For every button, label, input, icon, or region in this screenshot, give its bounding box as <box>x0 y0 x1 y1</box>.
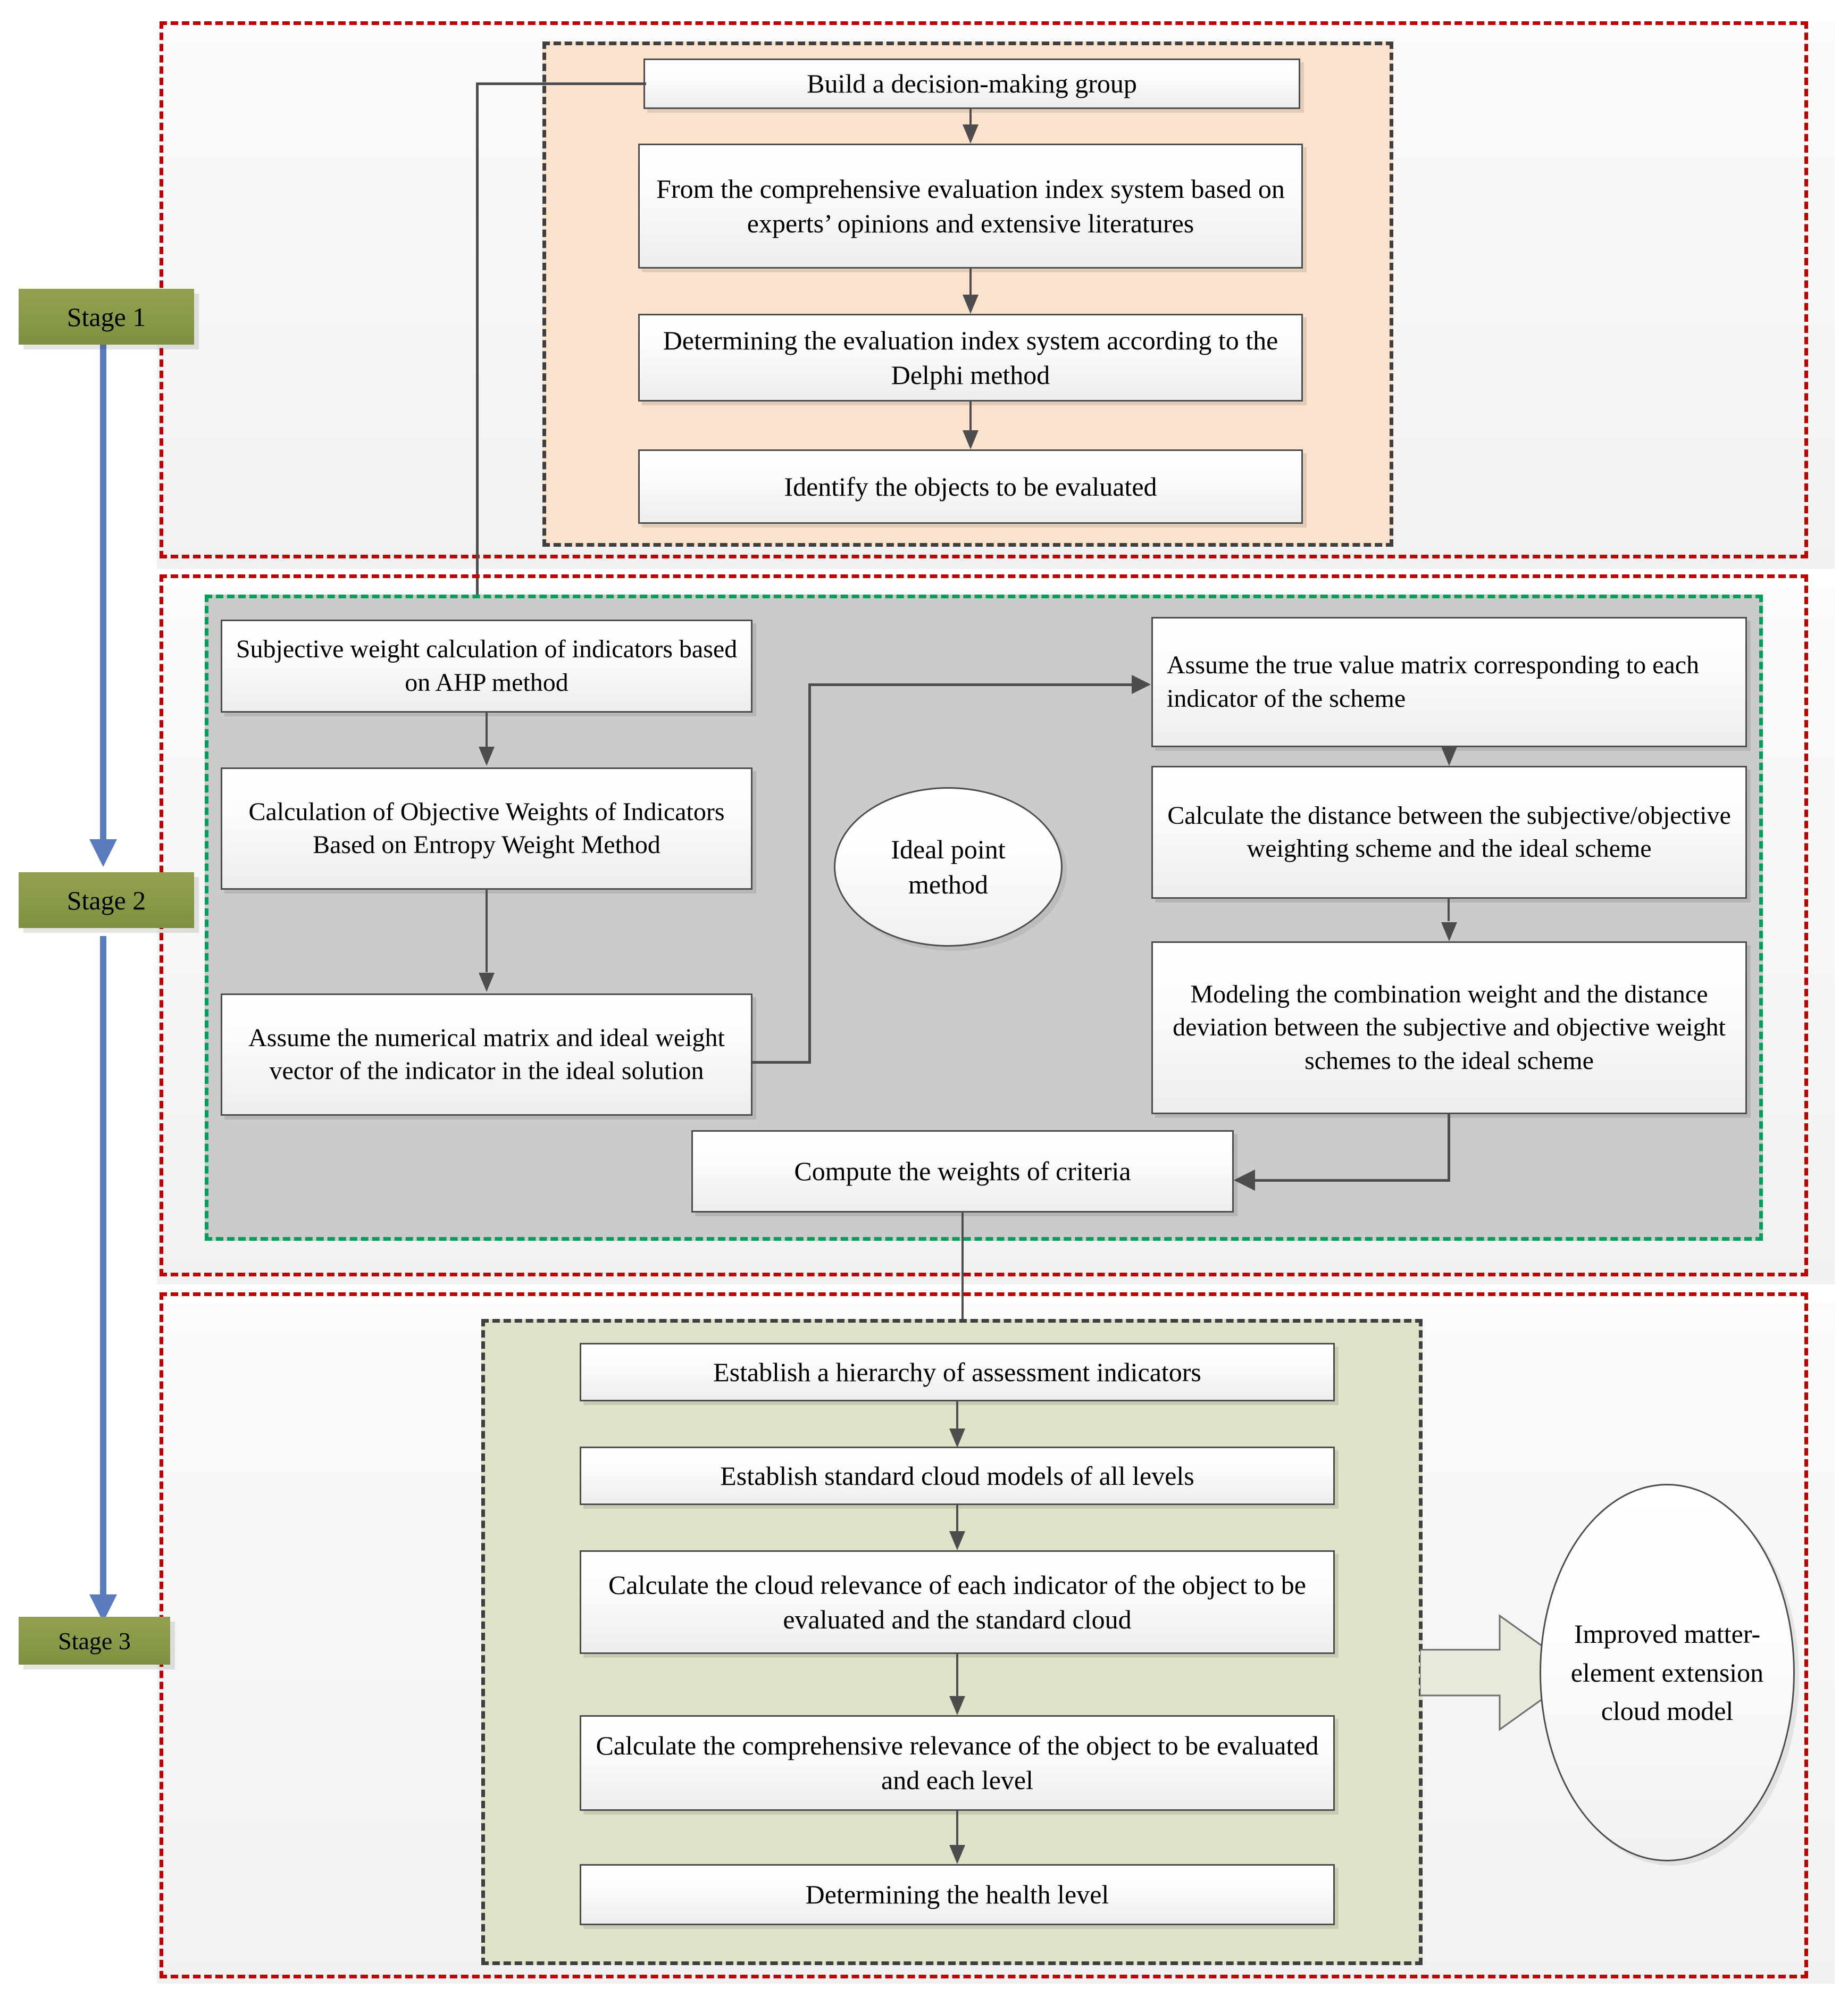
arrowhead-s2l2-to-s2l3 <box>479 973 495 992</box>
process-box-true-value-matrix[interactable] <box>1151 617 1747 747</box>
arrowhead-s2-elbow-to-right-column <box>1132 675 1151 694</box>
process-box-cloud-relevance-indicator[interactable] <box>580 1550 1335 1654</box>
process-box-determining-health-level[interactable] <box>580 1864 1335 1925</box>
arrowhead-s2r3-to-output <box>1234 1169 1255 1191</box>
result-ellipse-text: Improved matter-element extension cloud model <box>1570 1619 1764 1726</box>
process-box-comprehensive-relevance[interactable] <box>580 1715 1335 1811</box>
stage-chip-stage-3[interactable] <box>19 1617 170 1665</box>
arrowhead-s2r1-to-s2r2 <box>1441 747 1457 766</box>
process-box-distance-to-ideal-scheme[interactable] <box>1151 766 1747 899</box>
connector-s2r2-to-s2r3 <box>1448 899 1450 921</box>
process-box-numerical-matrix-ideal[interactable] <box>221 993 752 1116</box>
arrowhead-s3b2-to-s3b3 <box>949 1531 965 1550</box>
arrowhead-s2l1-to-s2l2 <box>479 747 495 766</box>
process-box-delphi-method[interactable] <box>638 314 1303 402</box>
arrowhead-s3b1-to-s3b2 <box>949 1428 965 1448</box>
process-box-subjective-weight-ahp[interactable] <box>221 620 752 713</box>
connector-s2-elbow-vertical <box>808 683 811 1064</box>
connector-s3b1-to-s3b2 <box>956 1401 958 1429</box>
connector-s2r3-to-output-vertical <box>1448 1114 1450 1181</box>
arrowhead-s1b2-to-s1b3 <box>963 295 979 314</box>
stage-chip-stage-2[interactable] <box>19 872 194 928</box>
stage-chip-label: Stage 1 <box>66 302 146 332</box>
process-box-standard-cloud-models[interactable] <box>580 1447 1335 1505</box>
process-box-text: Calculate the distance between the subjective/objective weighting scheme and the ideal scheme <box>1167 801 1731 863</box>
connector-s1-to-s2-horizontal <box>476 82 646 85</box>
stage-chip-stage-1[interactable] <box>19 289 194 345</box>
arrowhead-s2r2-to-s2r3 <box>1441 922 1457 941</box>
process-box-text: From the comprehensive evaluation index system based on experts’ opinions and extensive literatures <box>656 173 1285 238</box>
ideal-point-method-ellipse[interactable] <box>834 787 1063 947</box>
connector-s1-to-s2-vertical <box>476 82 479 628</box>
arrowhead-s3b3-to-s3b4 <box>949 1696 965 1715</box>
process-box-text: Modeling the combination weight and the distance deviation between the subjective and objective weight schemes to the ideal scheme <box>1173 980 1726 1075</box>
process-box-text: Assume the numerical matrix and ideal weight vector of the indicator in the ideal solution <box>248 1023 725 1085</box>
process-box-text: Calculation of Objective Weights of Indicators Based on Entropy Weight Method <box>248 797 725 859</box>
connector-s3b2-to-s3b3 <box>956 1505 958 1532</box>
stage-spine-segment-1 <box>100 330 106 840</box>
process-box-text: Establish standard cloud models of all levels <box>720 1460 1194 1491</box>
process-box-text: Assume the true value matrix corresponding to each indicator of the scheme <box>1167 651 1700 713</box>
arrowhead-s1b1-to-s1b2 <box>963 124 979 144</box>
stage-chip-label: Stage 2 <box>66 885 146 915</box>
arrowhead-s1b3-to-s1b4 <box>963 430 979 449</box>
connector-s2l3-to-elbow-horizontal <box>752 1061 811 1064</box>
connector-s2l1-to-s2l2 <box>486 713 488 747</box>
process-box-text: Compute the weights of criteria <box>794 1156 1131 1186</box>
connector-s2-elbow-to-right-column <box>808 683 1138 686</box>
ellipse-text: Ideal point method <box>891 834 1006 899</box>
connector-s2l2-to-s2l3 <box>486 890 488 972</box>
process-box-text: Subjective weight calculation of indicators based on AHP method <box>236 635 738 697</box>
process-box-text: Calculate the comprehensive relevance of the object to be evaluated and each level <box>596 1731 1319 1795</box>
process-box-text: Determining the evaluation index system according to the Delphi method <box>663 325 1278 390</box>
process-box-text: Build a decision-making group <box>807 69 1137 98</box>
connector-s3b3-to-s3b4 <box>956 1654 958 1697</box>
arrowhead-s3b4-to-s3b5 <box>949 1845 965 1864</box>
process-box-text: Determining the health level <box>805 1879 1109 1909</box>
process-box-modeling-combination-weight[interactable] <box>1151 941 1747 1114</box>
process-box-objective-weight-entropy[interactable] <box>221 767 752 890</box>
process-box-text: Establish a hierarchy of assessment indicators <box>713 1357 1201 1387</box>
process-box-text: Calculate the cloud relevance of each indicator of the object to be evaluated and the standard cloud <box>608 1569 1306 1634</box>
stage-chip-label: Stage 3 <box>58 1627 131 1655</box>
stage-spine-arrowhead-stage2 <box>89 839 117 867</box>
connector-s1b3-to-s1b4 <box>969 402 972 431</box>
connector-s3b4-to-s3b5 <box>956 1811 958 1845</box>
process-box-comprehensive-index-system[interactable] <box>638 144 1303 269</box>
connector-s1b2-to-s1b3 <box>969 269 972 295</box>
process-box-compute-weights-criteria[interactable] <box>691 1130 1234 1213</box>
stage-spine-segment-2 <box>100 936 106 1595</box>
result-ellipse-improved-model[interactable] <box>1540 1484 1795 1861</box>
process-box-text: Identify the objects to be evaluated <box>784 471 1157 502</box>
process-box-identify-objects[interactable] <box>638 449 1303 524</box>
process-box-establish-hierarchy[interactable] <box>580 1343 1335 1401</box>
connector-s2r3-to-output-horizontal <box>1255 1179 1450 1182</box>
process-box-build-decision-group[interactable] <box>643 59 1300 109</box>
